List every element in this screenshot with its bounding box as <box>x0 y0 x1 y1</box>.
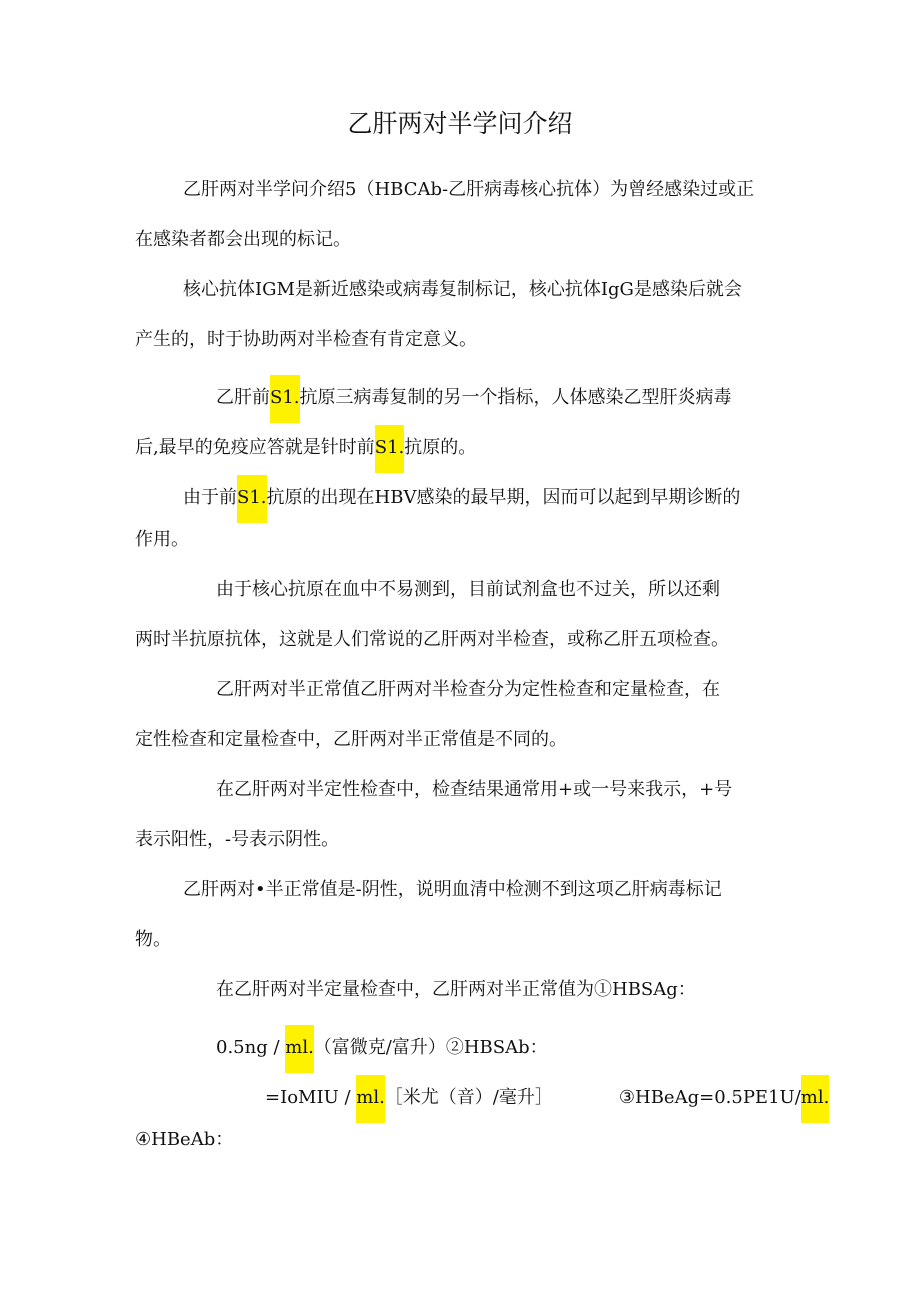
paragraph-8-line-1: 乙肝两对•半正常值是-阴性，说明血清中检测不到这项乙肝病毒标记 <box>183 879 722 900</box>
highlighted-term: S1. <box>237 475 267 523</box>
paragraph-4-line-1 <box>183 475 740 523</box>
document-title: 乙肝两对半学问介绍 <box>347 109 573 138</box>
highlighted-unit: ml. <box>356 1075 385 1123</box>
highlighted-unit: ml. <box>801 1075 830 1123</box>
paragraph-7-line-2: 表示阳性，-号表示阴性。 <box>135 829 340 850</box>
highlighted-unit: ml. <box>285 1025 314 1073</box>
paragraph-9-line-1: 在乙肝两对半定量检查中，乙肝两对半正常值为①HBSAg： <box>216 979 696 1000</box>
paragraph-6-line-1: 乙肝两对半正常值乙肝两对半检查分为定性检查和定量检查，在 <box>216 679 720 700</box>
text-run: =IoMIU / <box>265 1087 357 1108</box>
paragraph-9-line-4: ④HBeAb： <box>135 1129 234 1150</box>
text-run: （富微克/富升）②HBSAb： <box>313 1037 548 1058</box>
paragraph-3-line-2 <box>135 425 476 473</box>
text-run: ③HBeAg=0.5PE1U/ <box>618 1087 801 1108</box>
text-run: 抗原三病毒复制的另一个指标，人体感染乙型肝炎病毒 <box>299 387 732 408</box>
paragraph-9-line-2 <box>216 1025 548 1073</box>
text-run: 0.5ng / <box>216 1037 286 1058</box>
paragraph-7-line-1: 在乙肝两对半定性检查中，检查结果通常用+或一号来我示，+号 <box>216 779 733 800</box>
text-run: 后,最早的免疫应答就是针时前 <box>135 437 375 458</box>
text-run: 由于前 <box>183 487 237 508</box>
paragraph-6-line-2: 定性检查和定量检查中，乙肝两对半正常值是不同的。 <box>135 729 567 750</box>
highlighted-term: S1. <box>270 375 300 423</box>
text-run: 乙肝前 <box>216 387 270 408</box>
paragraph-1-line-1: 乙肝两对半学问介绍5（HBCAb-乙肝病毒核心抗体）为曾经感染过或正 <box>183 179 755 200</box>
paragraph-2-line-1: 核心抗体IGM是新近感染或病毒复制标记，核心抗体IgG是感染后就会 <box>183 279 742 300</box>
paragraph-2-line-2: 产生的，时于协助两对半检查有肯定意义。 <box>135 329 477 350</box>
paragraph-8-line-2: 物。 <box>135 929 171 950</box>
paragraph-5-line-2: 两时半抗原抗体，这就是人们常说的乙肝两对半检查，或称乙肝五项检查。 <box>135 629 729 650</box>
paragraph-5-line-1: 由于核心抗原在血中不易测到，目前试剂盒也不过关，所以还剩 <box>216 579 720 600</box>
paragraph-3-line-1 <box>216 375 732 423</box>
paragraph-4-line-2: 作用。 <box>135 529 189 550</box>
text-run: 抗原的出现在HBV感染的最早期，因而可以起到早期诊断的 <box>266 487 741 508</box>
paragraph-1-line-2: 在感染者都会出现的标记。 <box>135 229 351 250</box>
text-run: 抗原的。 <box>404 437 477 458</box>
text-run: ［米尤（音）/毫升］ <box>384 1087 553 1108</box>
highlighted-term: S1. <box>375 425 405 473</box>
paragraph-9-line-3 <box>265 1075 829 1123</box>
